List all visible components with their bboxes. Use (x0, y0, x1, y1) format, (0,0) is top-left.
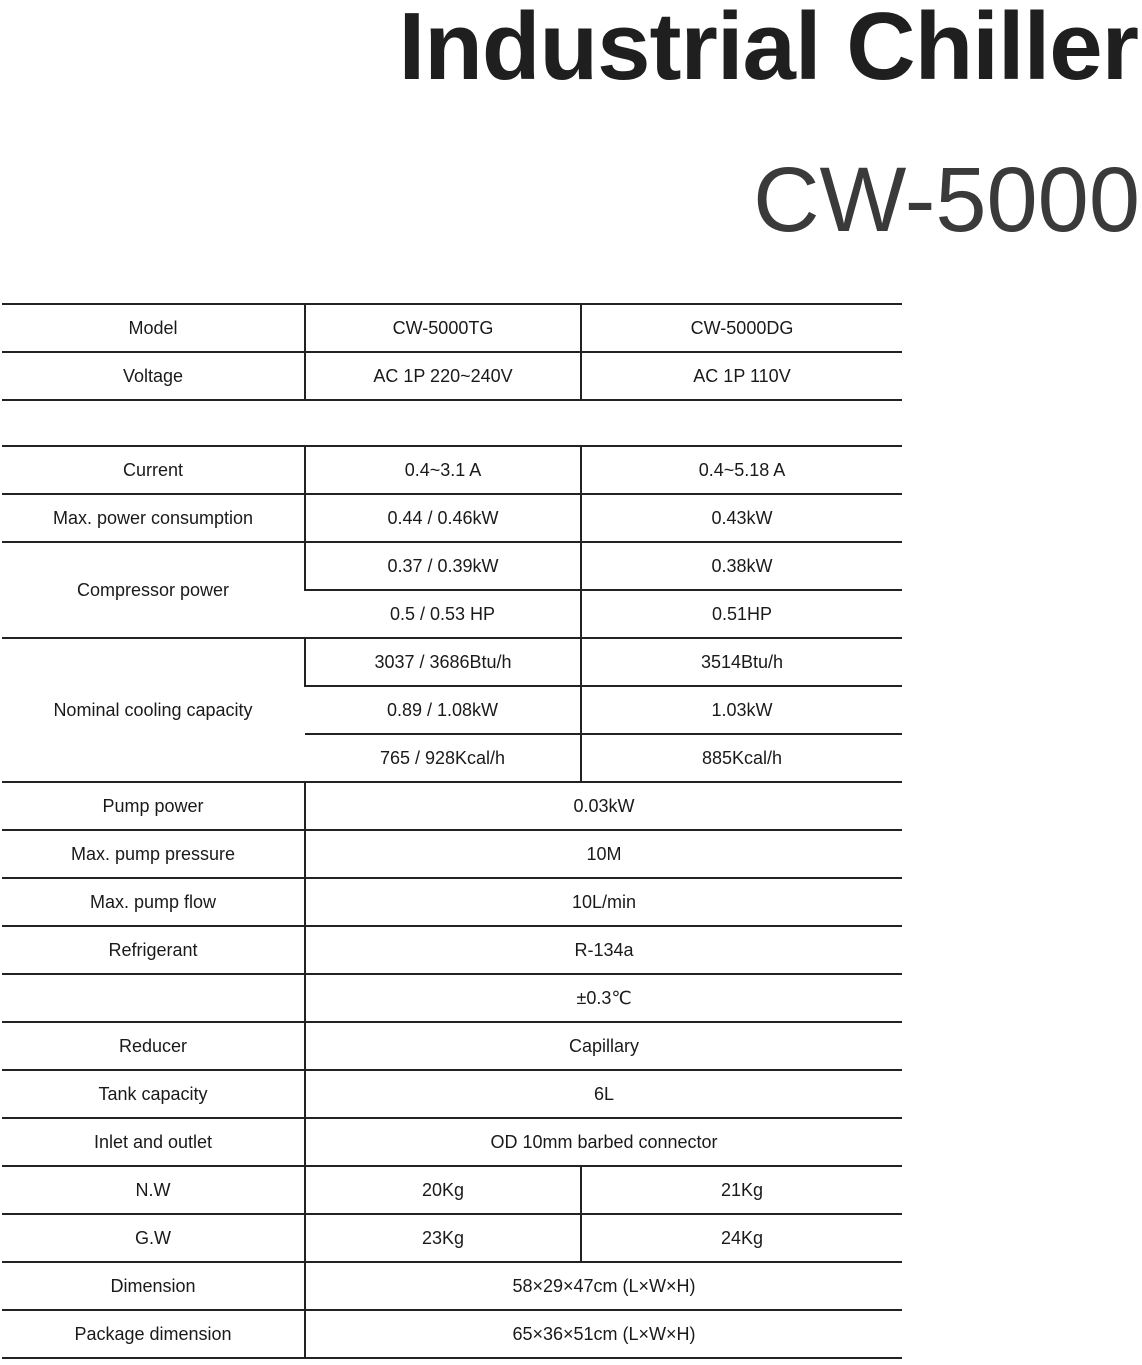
table-row-compressor-kw (2, 542, 902, 590)
table-row-refrigerant (2, 926, 902, 974)
max-power-b-cell: 0.43kW (581, 494, 902, 542)
cooling-kw-b-cell: 1.03kW (581, 686, 902, 734)
row-label (2, 974, 305, 1022)
table-row-pump-power (2, 782, 902, 830)
model-a-cell: CW-5000TG (305, 304, 581, 352)
gw-a-cell: 23Kg (305, 1214, 581, 1262)
table-row-gw (2, 1214, 902, 1262)
row-label: Dimension (2, 1262, 305, 1310)
row-label: Reducer (2, 1022, 305, 1070)
table-row-nw (2, 1166, 902, 1214)
nw-a-cell: 20Kg (305, 1166, 581, 1214)
table-row-pump-pressure (2, 830, 902, 878)
table-gap-row (2, 400, 902, 446)
table-row-pump-flow (2, 878, 902, 926)
compressor-hp-b-cell: 0.51HP (581, 590, 902, 638)
row-label: Max. pump pressure (2, 830, 305, 878)
table-row-precision (2, 974, 902, 1022)
table-row-dimension (2, 1262, 902, 1310)
package-cell: 65×36×51cm (L×W×H) (305, 1310, 902, 1358)
row-label: Max. power consumption (2, 494, 305, 542)
table-row-max-power (2, 494, 902, 542)
compressor-kw-a-cell: 0.37 / 0.39kW (305, 542, 581, 590)
cooling-kcal-a-cell: 765 / 928Kcal/h (305, 734, 581, 782)
gw-b-cell: 24Kg (581, 1214, 902, 1262)
row-label: Voltage (2, 352, 305, 400)
table-row-current (2, 446, 902, 494)
row-label: Refrigerant (2, 926, 305, 974)
refrigerant-cell: R-134a (305, 926, 902, 974)
row-label: Tank capacity (2, 1070, 305, 1118)
current-b-cell: 0.4~5.18 A (581, 446, 902, 494)
spec-table (2, 303, 902, 1359)
row-label: Pump power (2, 782, 305, 830)
voltage-b-cell: AC 1P 110V (581, 352, 902, 400)
cooling-btu-a-cell: 3037 / 3686Btu/h (305, 638, 581, 686)
page-title: Industrial Chiller (398, 0, 1138, 100)
row-label: Inlet and outlet (2, 1118, 305, 1166)
model-b-cell: CW-5000DG (581, 304, 902, 352)
max-power-a-cell: 0.44 / 0.46kW (305, 494, 581, 542)
cooling-kcal-b-cell: 885Kcal/h (581, 734, 902, 782)
inlet-cell: OD 10mm barbed connector (305, 1118, 902, 1166)
cooling-btu-b-cell: 3514Btu/h (581, 638, 902, 686)
compressor-hp-a-cell: 0.5 / 0.53 HP (305, 590, 581, 638)
table-row-cooling-btu (2, 638, 902, 686)
row-label: Compressor power (2, 542, 305, 638)
table-row-inlet (2, 1118, 902, 1166)
row-label: Max. pump flow (2, 878, 305, 926)
row-label: Package dimension (2, 1310, 305, 1358)
pump-pressure-cell: 10M (305, 830, 902, 878)
pump-flow-cell: 10L/min (305, 878, 902, 926)
row-label: N.W (2, 1166, 305, 1214)
model-subtitle: CW-5000 (753, 149, 1140, 251)
tank-cell: 6L (305, 1070, 902, 1118)
row-label: Current (2, 446, 305, 494)
precision-cell: ±0.3℃ (305, 974, 902, 1022)
cooling-kw-a-cell: 0.89 / 1.08kW (305, 686, 581, 734)
pump-power-cell: 0.03kW (305, 782, 902, 830)
nw-b-cell: 21Kg (581, 1166, 902, 1214)
row-label: Model (2, 304, 305, 352)
dimension-cell: 58×29×47cm (L×W×H) (305, 1262, 902, 1310)
table-row-tank (2, 1070, 902, 1118)
current-a-cell: 0.4~3.1 A (305, 446, 581, 494)
compressor-kw-b-cell: 0.38kW (581, 542, 902, 590)
table-row-package (2, 1310, 902, 1358)
gap-cell (2, 400, 902, 446)
table-row-reducer (2, 1022, 902, 1070)
table-row-model (2, 304, 902, 352)
row-label: G.W (2, 1214, 305, 1262)
table-row-voltage (2, 352, 902, 400)
reducer-cell: Capillary (305, 1022, 902, 1070)
voltage-a-cell: AC 1P 220~240V (305, 352, 581, 400)
row-label: Nominal cooling capacity (2, 638, 305, 782)
